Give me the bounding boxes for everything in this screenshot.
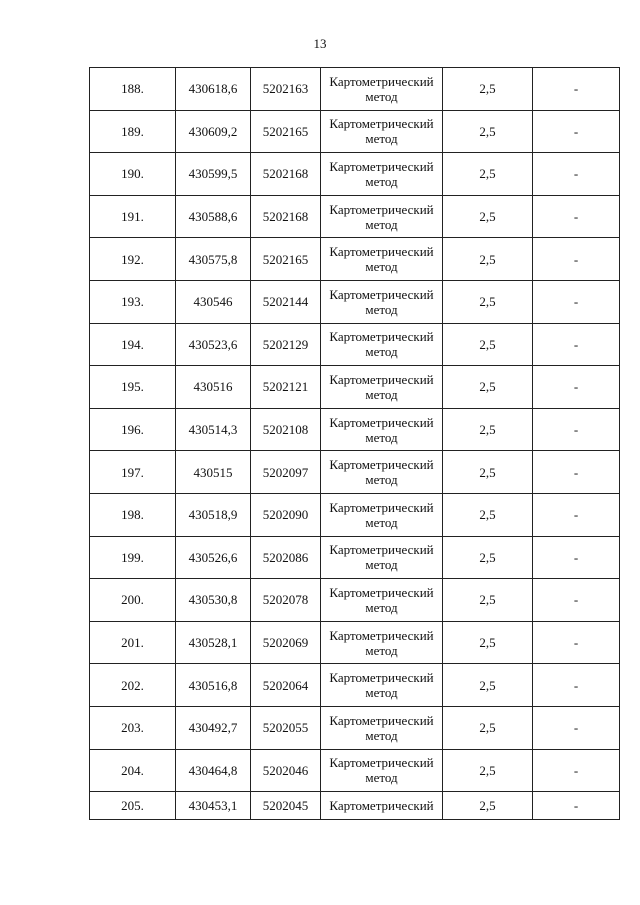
table-row — [90, 621, 620, 664]
method-cell — [321, 153, 443, 196]
method-line-1: Картометрический — [329, 457, 434, 473]
note-cell: - — [533, 664, 620, 707]
point-number-cell: 199. — [90, 536, 176, 579]
note-cell: - — [533, 451, 620, 494]
method-line-2: метод — [365, 259, 398, 275]
y-coordinate-cell: 5202129 — [251, 323, 321, 366]
y-coordinate-cell: 5202121 — [251, 366, 321, 409]
note-cell: - — [533, 68, 620, 111]
accuracy-cell: 2,5 — [443, 451, 533, 494]
table-row — [90, 451, 620, 494]
accuracy-cell: 2,5 — [443, 536, 533, 579]
accuracy-cell: 2,5 — [443, 68, 533, 111]
table-row — [90, 280, 620, 323]
note-cell: - — [533, 366, 620, 409]
table-row — [90, 749, 620, 792]
x-coordinate-cell: 430588,6 — [176, 195, 251, 238]
x-coordinate-cell: 430514,3 — [176, 408, 251, 451]
point-number-cell: 196. — [90, 408, 176, 451]
x-coordinate-cell: 430518,9 — [176, 493, 251, 536]
accuracy-cell: 2,5 — [443, 366, 533, 409]
point-number-cell: 192. — [90, 238, 176, 281]
point-number-cell: 202. — [90, 664, 176, 707]
method-line-2: метод — [365, 429, 398, 445]
y-coordinate-cell: 5202165 — [251, 110, 321, 153]
accuracy-cell: 2,5 — [443, 706, 533, 749]
accuracy-cell: 2,5 — [443, 280, 533, 323]
y-coordinate-cell: 5202086 — [251, 536, 321, 579]
method-line-1: Картометрический — [329, 670, 434, 686]
accuracy-cell: 2,5 — [443, 493, 533, 536]
point-number-cell: 204. — [90, 749, 176, 792]
method-cell — [321, 579, 443, 622]
x-coordinate-cell: 430618,6 — [176, 68, 251, 111]
point-number-cell: 197. — [90, 451, 176, 494]
method-line-1: Картометрический — [329, 73, 434, 89]
method-cell — [321, 749, 443, 792]
point-number-cell: 191. — [90, 195, 176, 238]
method-cell — [321, 621, 443, 664]
method-line-1: Картометрический — [329, 286, 434, 302]
note-cell: - — [533, 536, 620, 579]
table-row — [90, 366, 620, 409]
note-cell: - — [533, 706, 620, 749]
method-cell — [321, 792, 443, 820]
method-line-2: метод — [365, 557, 398, 573]
point-number-cell: 198. — [90, 493, 176, 536]
table-row — [90, 706, 620, 749]
table-row — [90, 792, 620, 820]
note-cell: - — [533, 323, 620, 366]
note-cell: - — [533, 153, 620, 196]
method-line-1: Картометрический — [329, 755, 434, 771]
table-row — [90, 68, 620, 111]
method-line-2: метод — [365, 216, 398, 232]
method-line-2: метод — [365, 685, 398, 701]
table-row — [90, 579, 620, 622]
note-cell: - — [533, 749, 620, 792]
method-cell — [321, 195, 443, 238]
method-cell — [321, 536, 443, 579]
y-coordinate-cell: 5202045 — [251, 792, 321, 820]
y-coordinate-cell: 5202069 — [251, 621, 321, 664]
x-coordinate-cell: 430516 — [176, 366, 251, 409]
method-cell — [321, 408, 443, 451]
table-row — [90, 408, 620, 451]
method-cell — [321, 323, 443, 366]
method-cell — [321, 68, 443, 111]
accuracy-cell: 2,5 — [443, 238, 533, 281]
table-row — [90, 110, 620, 153]
table-row — [90, 238, 620, 281]
accuracy-cell: 2,5 — [443, 408, 533, 451]
table-row — [90, 153, 620, 196]
method-cell — [321, 706, 443, 749]
note-cell: - — [533, 493, 620, 536]
x-coordinate-cell: 430530,8 — [176, 579, 251, 622]
method-cell — [321, 493, 443, 536]
note-cell: - — [533, 408, 620, 451]
point-number-cell: 190. — [90, 153, 176, 196]
method-line-1: Картометрический — [329, 244, 434, 260]
note-cell: - — [533, 579, 620, 622]
method-cell — [321, 366, 443, 409]
table-row — [90, 664, 620, 707]
x-coordinate-cell: 430464,8 — [176, 749, 251, 792]
method-line-2: метод — [365, 727, 398, 743]
table-body — [90, 68, 620, 820]
note-cell: - — [533, 280, 620, 323]
method-line-2: метод — [365, 386, 398, 402]
accuracy-cell: 2,5 — [443, 323, 533, 366]
method-cell — [321, 280, 443, 323]
accuracy-cell: 2,5 — [443, 749, 533, 792]
method-line-1: Картометрический — [329, 627, 434, 643]
y-coordinate-cell: 5202046 — [251, 749, 321, 792]
method-line-1: Картометрический — [329, 201, 434, 217]
note-cell: - — [533, 195, 620, 238]
point-number-cell: 194. — [90, 323, 176, 366]
accuracy-cell: 2,5 — [443, 792, 533, 820]
method-line-1: Картометрический — [329, 712, 434, 728]
x-coordinate-cell: 430546 — [176, 280, 251, 323]
x-coordinate-cell: 430526,6 — [176, 536, 251, 579]
y-coordinate-cell: 5202097 — [251, 451, 321, 494]
note-cell: - — [533, 621, 620, 664]
method-line-1: Картометрический — [329, 542, 434, 558]
method-cell — [321, 110, 443, 153]
table-row — [90, 493, 620, 536]
x-coordinate-cell: 430516,8 — [176, 664, 251, 707]
y-coordinate-cell: 5202108 — [251, 408, 321, 451]
y-coordinate-cell: 5202168 — [251, 153, 321, 196]
y-coordinate-cell: 5202090 — [251, 493, 321, 536]
method-line-2: метод — [365, 770, 398, 786]
method-line-1: Картометрический — [329, 499, 434, 515]
table-row — [90, 195, 620, 238]
x-coordinate-cell: 430575,8 — [176, 238, 251, 281]
accuracy-cell: 2,5 — [443, 579, 533, 622]
accuracy-cell: 2,5 — [443, 153, 533, 196]
method-line-1: Картометрический — [329, 371, 434, 387]
method-line-2: метод — [365, 599, 398, 615]
note-cell: - — [533, 238, 620, 281]
point-number-cell: 193. — [90, 280, 176, 323]
method-line-2: метод — [365, 472, 398, 488]
y-coordinate-cell: 5202078 — [251, 579, 321, 622]
point-number-cell: 188. — [90, 68, 176, 111]
point-number-cell: 201. — [90, 621, 176, 664]
method-line-1: Картометрический — [329, 158, 434, 174]
x-coordinate-cell: 430492,7 — [176, 706, 251, 749]
method-cell — [321, 664, 443, 707]
point-number-cell: 200. — [90, 579, 176, 622]
coordinates-table — [89, 67, 620, 820]
x-coordinate-cell: 430528,1 — [176, 621, 251, 664]
table-row — [90, 536, 620, 579]
table-row — [90, 323, 620, 366]
accuracy-cell: 2,5 — [443, 195, 533, 238]
method-line-2: метод — [365, 514, 398, 530]
x-coordinate-cell: 430515 — [176, 451, 251, 494]
y-coordinate-cell: 5202144 — [251, 280, 321, 323]
x-coordinate-cell: 430609,2 — [176, 110, 251, 153]
y-coordinate-cell: 5202163 — [251, 68, 321, 111]
point-number-cell: 203. — [90, 706, 176, 749]
note-cell: - — [533, 792, 620, 820]
method-line-2: метод — [365, 88, 398, 104]
method-line-1: Картометрический — [329, 584, 434, 600]
x-coordinate-cell: 430453,1 — [176, 792, 251, 820]
method-line-2: метод — [365, 344, 398, 360]
method-line-1: Картометрический — [329, 329, 434, 345]
point-number-cell: 189. — [90, 110, 176, 153]
point-number-cell: 205. — [90, 792, 176, 820]
method-line-1: Картометрический — [329, 414, 434, 430]
method-cell — [321, 238, 443, 281]
y-coordinate-cell: 5202165 — [251, 238, 321, 281]
method-cell — [321, 451, 443, 494]
method-line-2: метод — [365, 301, 398, 317]
method-line-1: Картометрический — [329, 116, 434, 132]
accuracy-cell: 2,5 — [443, 110, 533, 153]
point-number-cell: 195. — [90, 366, 176, 409]
y-coordinate-cell: 5202168 — [251, 195, 321, 238]
y-coordinate-cell: 5202064 — [251, 664, 321, 707]
page-number: 13 — [313, 36, 327, 51]
method-line-2: метод — [365, 173, 398, 189]
x-coordinate-cell: 430523,6 — [176, 323, 251, 366]
accuracy-cell: 2,5 — [443, 664, 533, 707]
method-line-1: Картометрический — [329, 798, 434, 814]
note-cell: - — [533, 110, 620, 153]
method-line-2: метод — [365, 131, 398, 147]
x-coordinate-cell: 430599,5 — [176, 153, 251, 196]
y-coordinate-cell: 5202055 — [251, 706, 321, 749]
method-line-2: метод — [365, 642, 398, 658]
accuracy-cell: 2,5 — [443, 621, 533, 664]
